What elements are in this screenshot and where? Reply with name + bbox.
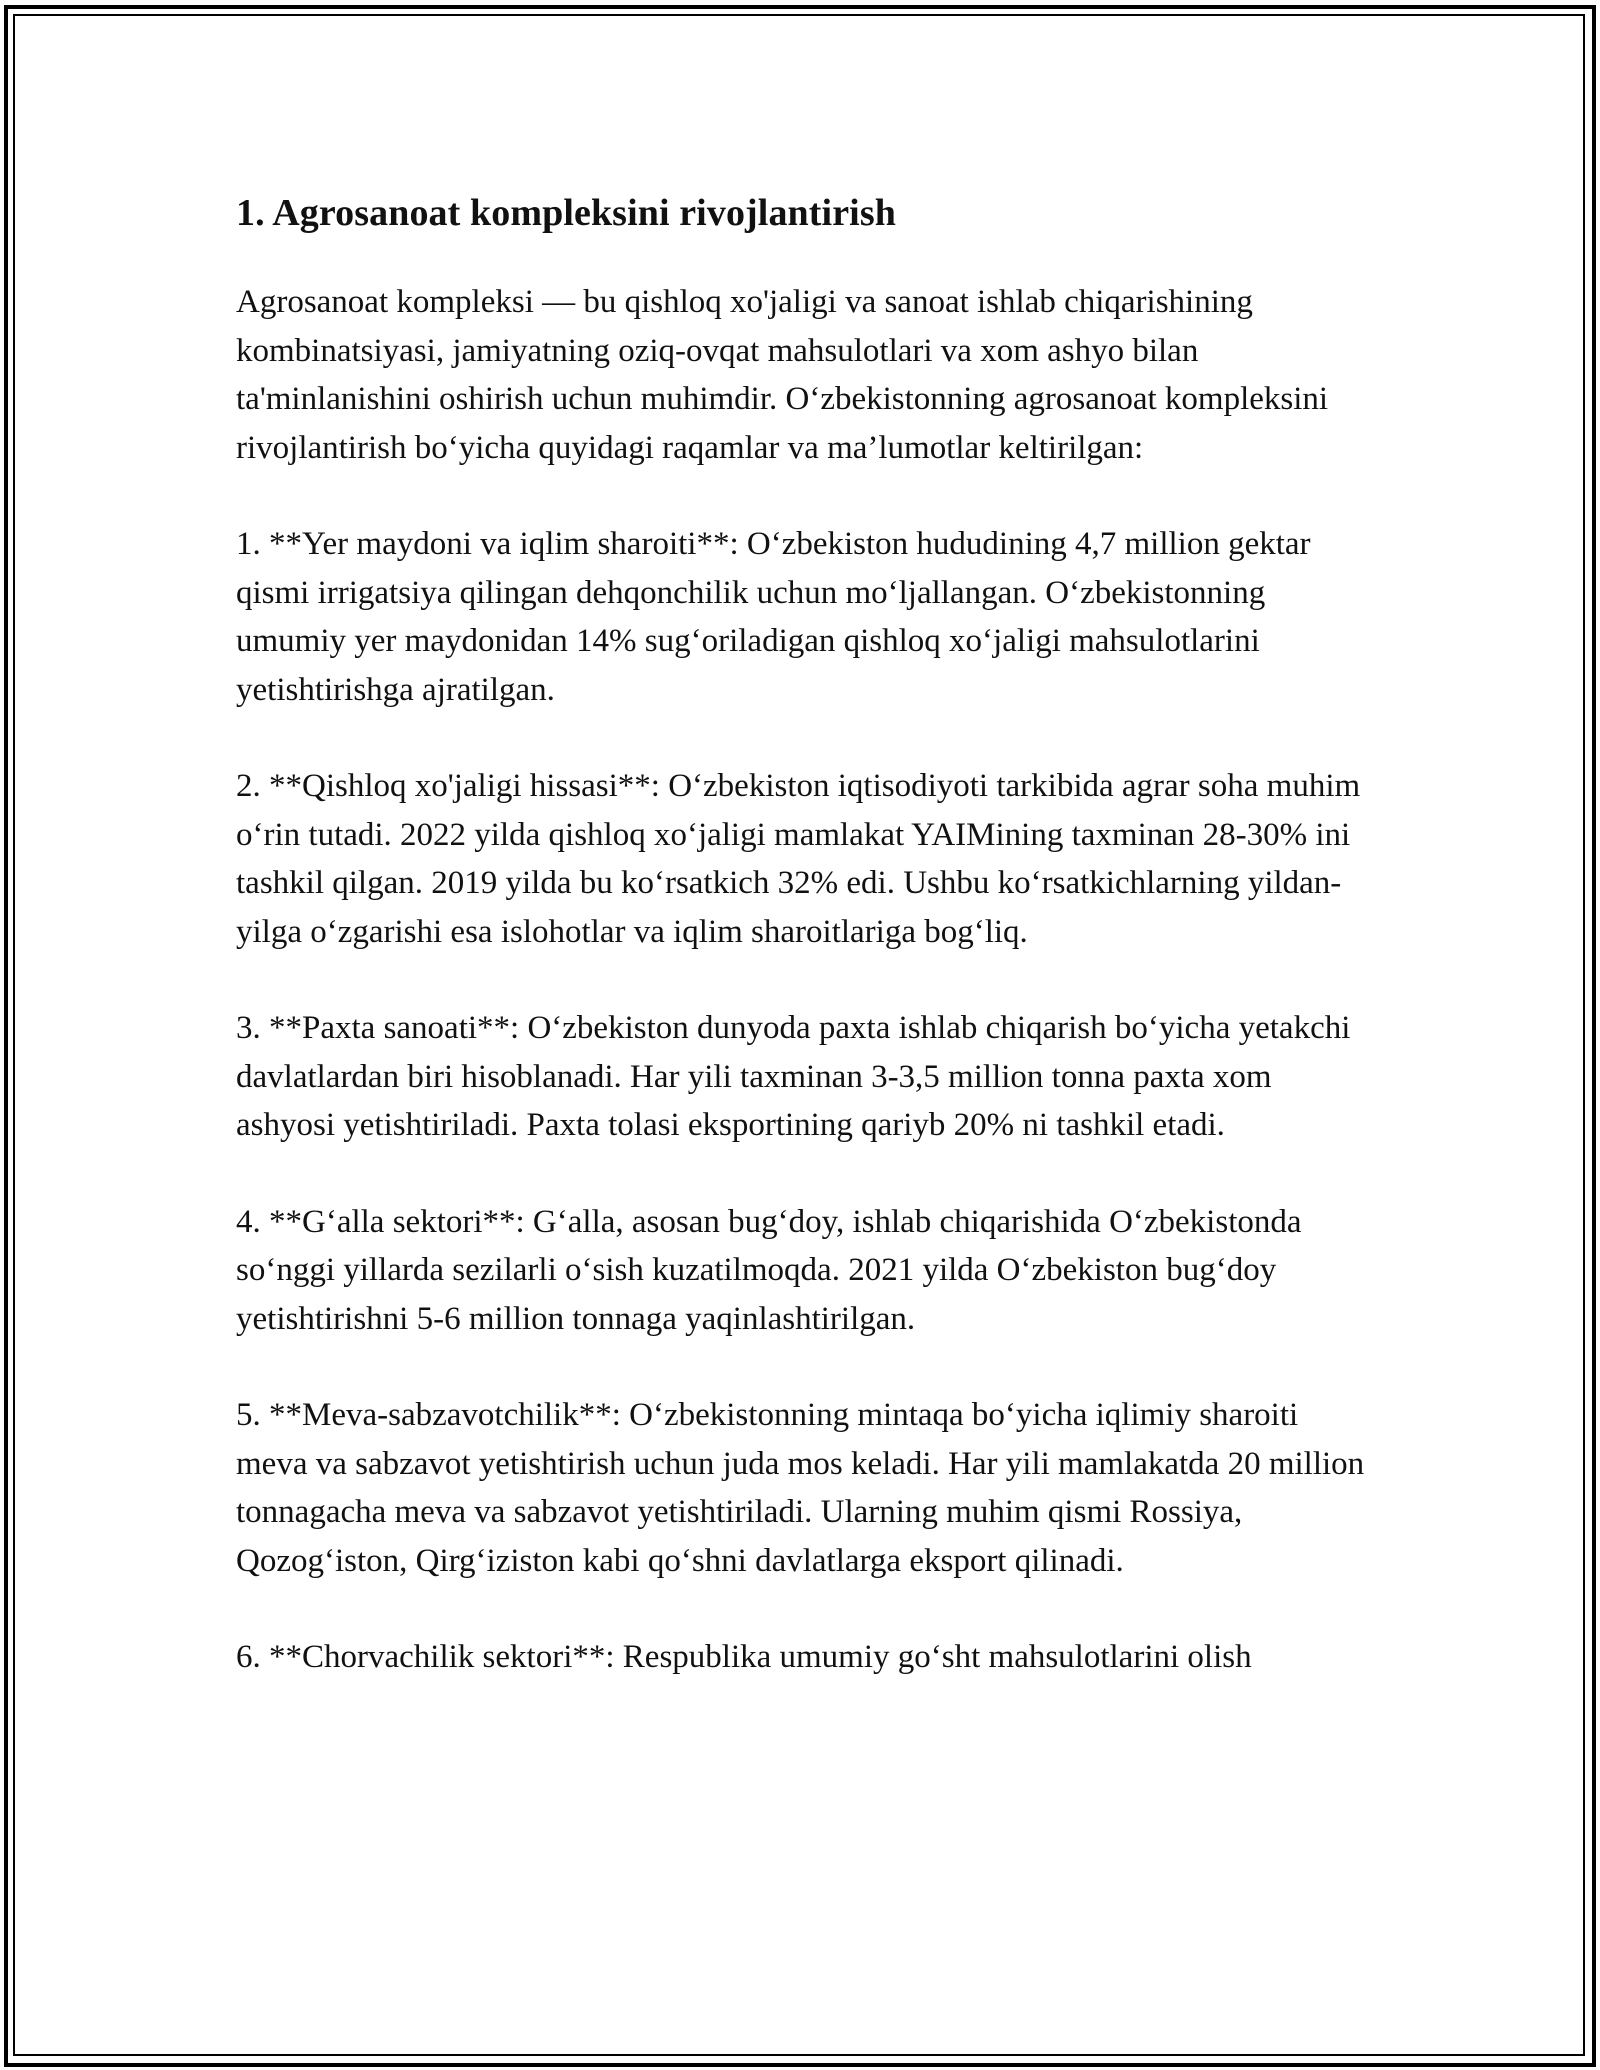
document-body (236, 184, 1376, 1730)
list-item-livestock: 6. **Chorvachilik sektori**: Respublika umumiy go‘sht mahsulotlarini olish (236, 1639, 1252, 1675)
intro-paragraph: Agrosanoat kompleksi — bu qishloq xo'jaligi va sanoat ishlab chiqarishining kombinatsiyasi, jamiyatning oziq-ovqat mahsulotlari va xom ashyo bilan ta'minlanishini oshirish uchun muhimdir. O‘zbekistonning agrosanoat kompleksini rivojlantirish bo‘yicha quyidagi raqamlar va ma’lumotlar keltirilgan: (236, 284, 1329, 466)
list-item-land-climate: 1. **Yer maydoni va iqlim sharoiti**: O‘zbekiston hududining 4,7 million gektar qismi irrigatsiya qilingan dehqonchilik uchun mo‘ljallangan. O‘zbekistonning umumiy yer maydonidan 14% sug‘oriladigan qishloq xo‘jaligi mahsulotlarini yetishtirishga ajratilgan. (236, 526, 1311, 708)
list-item-agriculture-share: 2. **Qishloq xo'jaligi hissasi**: O‘zbekiston iqtisodiyoti tarkibida agrar soha muhim o‘rin tutadi. 2022 yilda qishloq xo‘jaligi mamlakat YAIMining taxminan 28-30% ini tashkil qilgan. 2019 yilda bu ko‘rsatkich 32% edi. Ushbu ko‘rsatkichlarning yildan-yilga o‘zgarishi esa islohotlar va iqlim sharoitlariga bog‘liq. (236, 768, 1361, 950)
list-item-fruit-vegetables: 5. **Meva-sabzavotchilik**: O‘zbekistonning mintaqa bo‘yicha iqlimiy sharoiti meva va sabzavot yetishtirish uchun juda mos keladi. Har yili mamlakatda 20 million tonnagacha meva va sabzavot yetishtiriladi. Ularning muhim qismi Rossiya, Qozog‘iston, Qirg‘iziston kabi qo‘shni davlatlarga eksport qilinadi. (236, 1397, 1365, 1579)
list-item-cotton-industry: 3. **Paxta sanoati**: O‘zbekiston dunyoda paxta ishlab chiqarish bo‘yicha yetakchi davlatlardan biri hisoblanadi. Har yili taxminan 3-3,5 million tonna paxta xom ashyosi yetishtiriladi. Paxta tolasi eksportining qariyb 20% ni tashkil etadi. (236, 1010, 1351, 1143)
section-title: 1. Agrosanoat kompleksini rivojlantirish (236, 192, 896, 234)
list-item-grain-sector: 4. **G‘alla sektori**: G‘alla, asosan bug‘doy, ishlab chiqarishida O‘zbekistonda so‘nggi yillarda sezilarli o‘sish kuzatilmoqda. 2021 yilda O‘zbekiston bug‘doy yetishtirishni 5-6 million tonnaga yaqinlashtirilgan. (236, 1203, 1302, 1337)
